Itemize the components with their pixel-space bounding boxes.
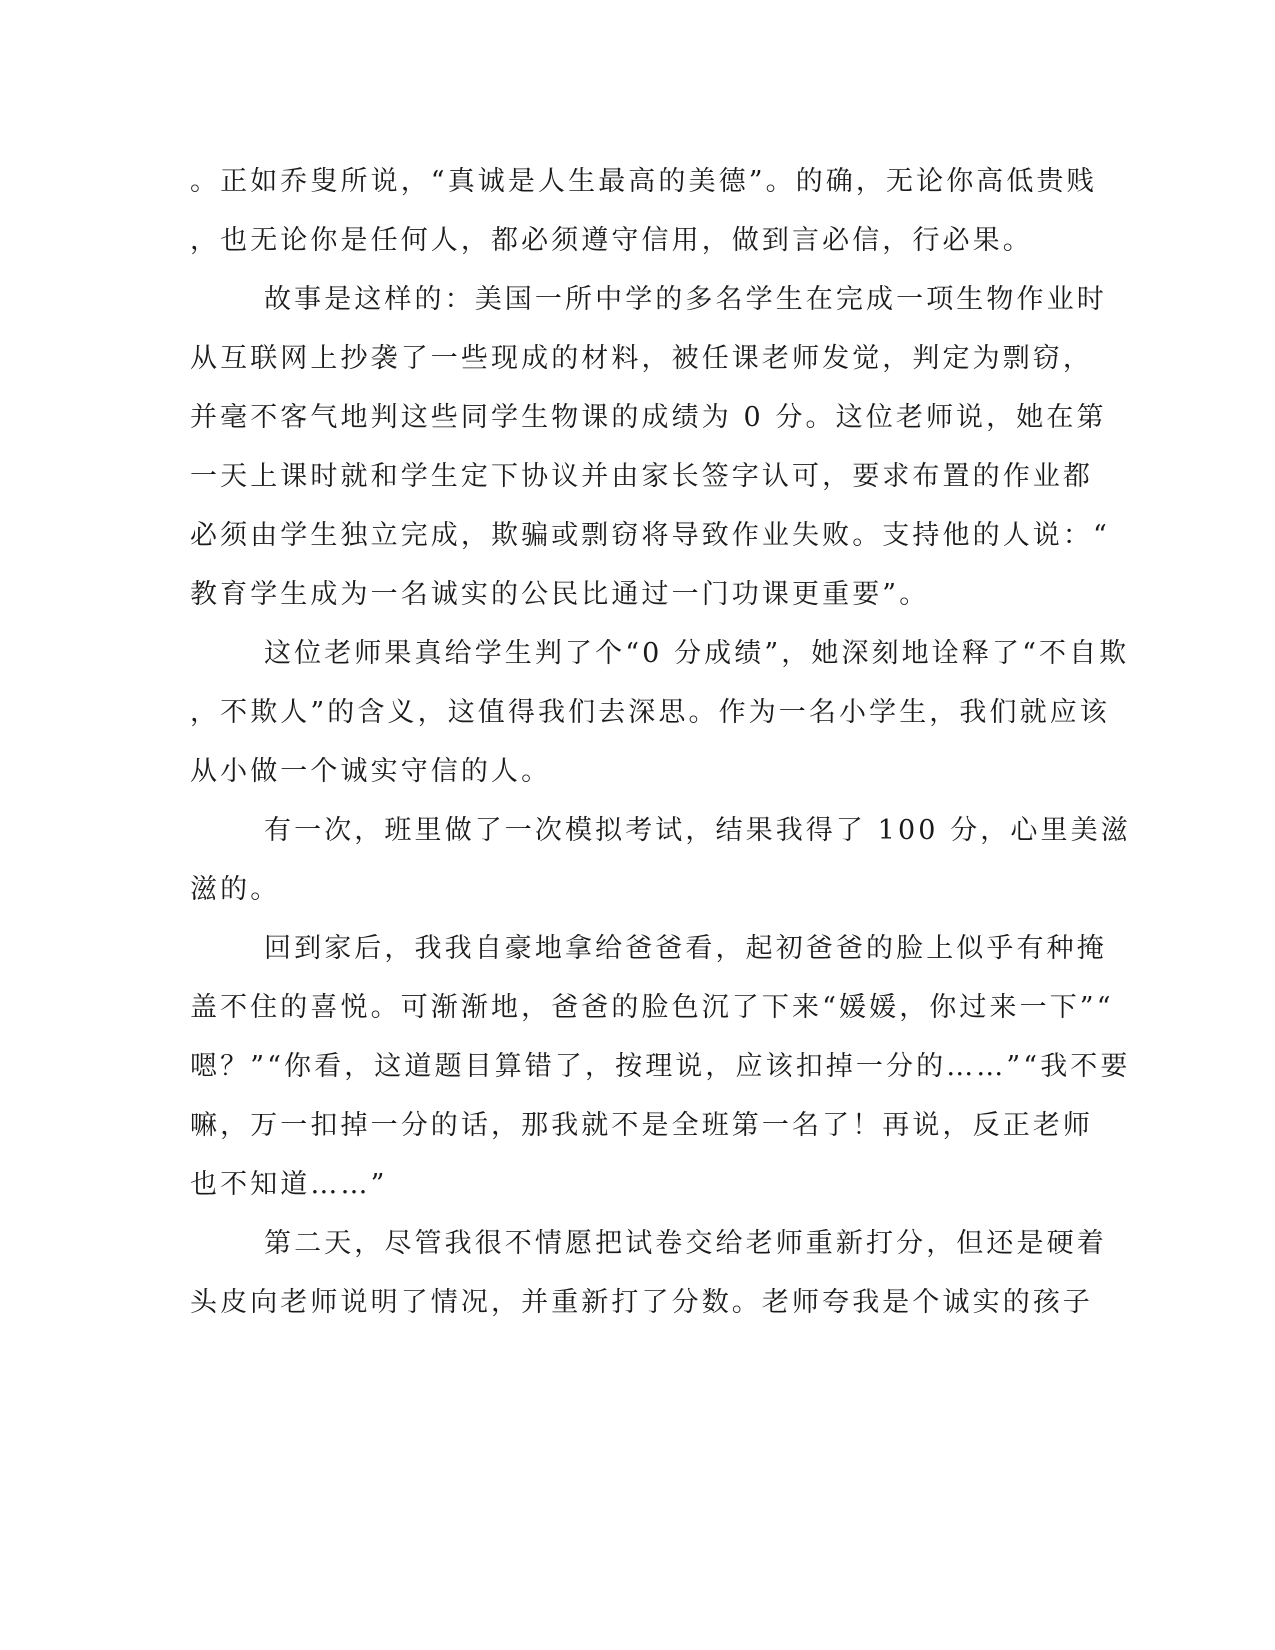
paragraph-start-line: 这位老师果真给学生判了个“0 分成绩”，她深刻地诠释了“不自欺 [264, 638, 1130, 669]
paragraph-start-line: 第二天，尽管我很不情愿把试卷交给老师重新打分，但还是硬着 [264, 1228, 1107, 1259]
text-line: 。正如乔叟所说，“真诚是人生最高的美德”。的确，无论你高低贵贱 [190, 166, 1097, 197]
paragraph-start-line: 故事是这样的：美国一所中学的多名学生在完成一项生物作业时 [264, 284, 1107, 315]
text-line: 必须由学生独立完成，欺骗或剽窃将导致作业失败。支持他的人说：“ [190, 520, 1110, 551]
text-line: 也不知道……” [190, 1169, 388, 1200]
text-line: 头皮向老师说明了情况，并重新打了分数。老师夸我是个诚实的孩子 [190, 1287, 1093, 1318]
text-line: 教育学生成为一名诚实的公民比通过一门功课更重要”。 [190, 579, 930, 610]
text-line: ，也无论你是任何人，都必须遵守信用，做到言必信，行必果。 [190, 225, 1033, 256]
text-line: 盖不住的喜悦。可渐渐地，爸爸的脸色沉了下来“媛媛，你过来一下”“ [190, 992, 1114, 1023]
text-line: 滋的。 [190, 874, 281, 905]
text-line: 从小做一个诚实守信的人。 [190, 756, 552, 787]
text-line: 嘛，万一扣掉一分的话，那我就不是全班第一名了！再说，反正老师 [190, 1110, 1093, 1141]
text-line: ，不欺人”的含义，这值得我们去深思。作为一名小学生，我们就应该 [190, 697, 1110, 728]
paragraph-start-line: 有一次，班里做了一次模拟考试，结果我得了 100 分，心里美滋 [264, 815, 1131, 846]
text-line: 嗯？”“你看，这道题目算错了，按理说，应该扣掉一分的……”“我不要 [190, 1051, 1131, 1082]
text-line: 从互联网上抄袭了一些现成的材料，被任课老师发觉，判定为剽窃， [190, 343, 1093, 374]
text-line: 并毫不客气地判这些同学生物课的成绩为 0 分。这位老师说，她在第 [190, 402, 1107, 433]
text-line: 一天上课时就和学生定下协议并由家长签字认可，要求布置的作业都 [190, 461, 1093, 492]
paragraph-start-line: 回到家后，我我自豪地拿给爸爸看，起初爸爸的脸上似乎有种掩 [264, 933, 1107, 964]
